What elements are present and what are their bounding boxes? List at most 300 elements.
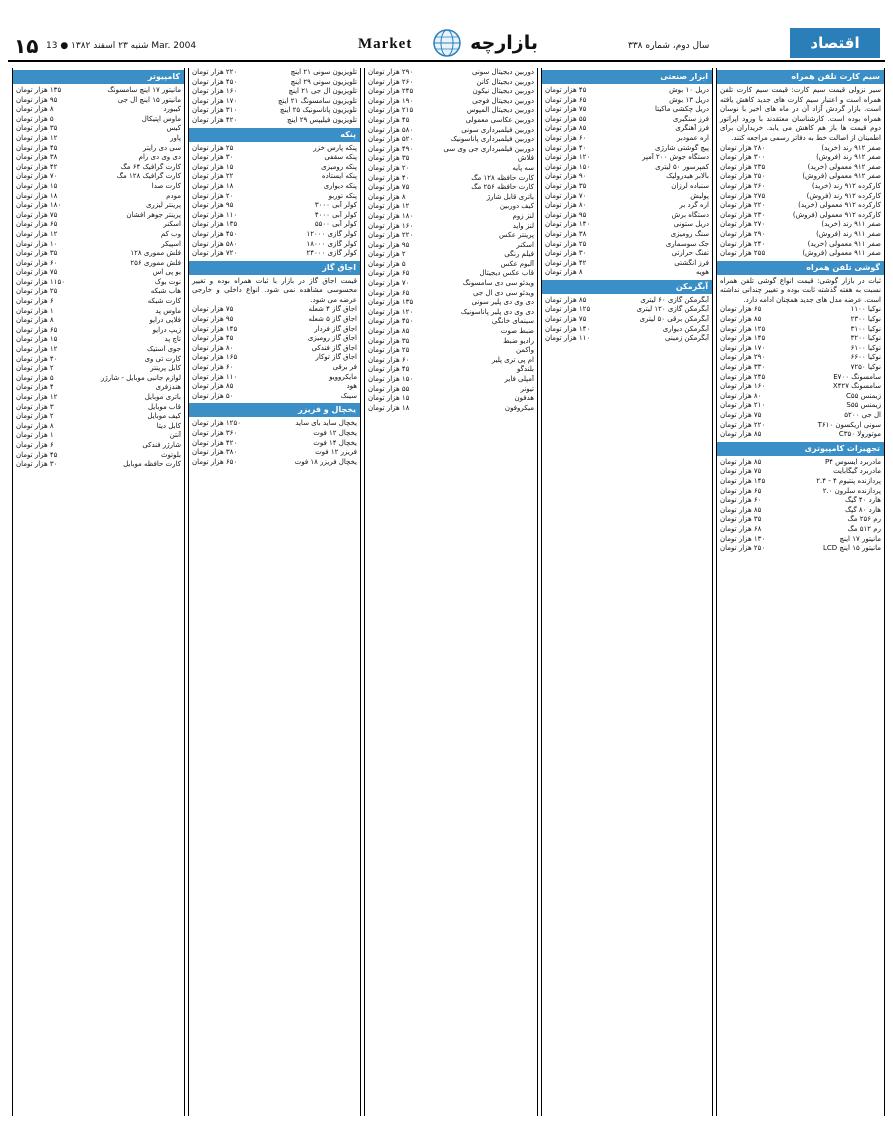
price-column-4 (188, 68, 361, 1116)
item-name: کیس (166, 124, 181, 133)
item-price: ۱۲ هزار تومان (16, 393, 58, 401)
item-name: دستگاه برش (671, 210, 709, 219)
price-row (365, 269, 537, 279)
section-logo (358, 28, 538, 60)
price-row (189, 419, 360, 429)
item-price: ۲۲ هزار تومان (192, 172, 234, 181)
section-heading: ابزار صنعتی (542, 70, 712, 84)
item-name: کارکرده ۹۱۲ معمولی (خرید) (798, 201, 881, 210)
item-price: ۸ هزار تومان (16, 421, 54, 430)
price-row (13, 96, 184, 106)
item-price: ۱۴۵ هزار تومان (720, 476, 766, 485)
item-name: کارت حافظه موبایل (123, 460, 181, 469)
item-name: فلش مموری ۱۲۸ (130, 249, 181, 258)
price-row (365, 365, 537, 375)
item-name: دوربین عکاسی معمولی (465, 115, 534, 124)
price-row (13, 124, 184, 134)
price-row (717, 334, 884, 344)
price-row (717, 305, 884, 315)
item-name: پنکه توربو (328, 191, 357, 200)
price-row (365, 404, 537, 414)
price-row (717, 240, 884, 250)
price-row (717, 325, 884, 335)
price-row (717, 382, 884, 392)
price-row (189, 144, 360, 154)
item-name: نوکیا ۱۱۰۰ (850, 305, 881, 314)
item-price: ۷۰ هزار تومان (368, 279, 410, 288)
item-price: ۲۶۰ هزار تومان (368, 77, 414, 86)
item-name: اره عمودبر (677, 133, 709, 142)
price-row (365, 68, 537, 78)
item-name: پنکه رومیزی (321, 162, 357, 171)
item-name: قاب موبایل (148, 402, 181, 411)
price-row (717, 467, 884, 477)
item-name: اجاق گاز ۵ شعله (308, 315, 357, 324)
item-name: لوازم جانبی موبایل - شارژر (100, 373, 181, 382)
item-name: آبگرمکن دیواری (662, 324, 709, 333)
price-row (189, 172, 360, 182)
item-name: هارد ۸۰ گیگ (844, 505, 881, 514)
item-price: ۱۲ هزار تومان (16, 133, 58, 142)
price-row (542, 201, 712, 211)
price-column-1 (716, 68, 885, 1116)
item-name: پنکه سقفی (324, 153, 357, 162)
item-name: صفر ۹۱۲ رند (فروش) (816, 153, 881, 162)
item-name: مانیتور ۱۵ اینچ LCD (823, 544, 881, 553)
item-name: اره گرد بر (679, 201, 709, 210)
price-row (717, 392, 884, 402)
price-row (189, 353, 360, 363)
item-name: زیمنس C۵۵ (845, 391, 881, 400)
item-name: پنکه ایستاده (321, 172, 357, 181)
item-price: ۸۵ هزار تومان (720, 457, 762, 466)
price-row (13, 412, 184, 422)
price-row (13, 105, 184, 115)
price-row (717, 182, 884, 192)
item-name: کولر گازی ۱۲۰۰۰ (306, 229, 357, 238)
item-price: ۱۵ هزار تومان (16, 335, 58, 344)
item-price: ۶۵ هزار تومان (16, 325, 58, 334)
item-price: ۷۵ هزار تومان (368, 183, 410, 192)
item-name: باتری موبایل (144, 393, 181, 401)
item-name: تلویزیون ال جی ۲۱ اینچ (288, 87, 357, 96)
item-name: جک سوسماری (665, 239, 709, 248)
item-name: پرینتر لیزری (145, 201, 181, 210)
item-price: ۲ هزار تومان (368, 250, 406, 259)
item-price: ۴۲۰ هزار تومان (192, 115, 238, 124)
price-row (542, 105, 712, 115)
item-price: ۸ هزار تومان (545, 268, 583, 277)
item-price: ۳۰ هزار تومان (192, 153, 234, 162)
price-row (13, 144, 184, 154)
price-row (717, 544, 884, 554)
price-row (13, 431, 184, 441)
item-name: کولر آبی ۳۰۰۰ (314, 201, 357, 210)
price-row (717, 401, 884, 411)
item-name: اجاق گاز رومیزی (307, 334, 357, 343)
price-row (189, 315, 360, 325)
item-price: ۳۵ هزار تومان (368, 336, 410, 345)
item-name: فرز سنگبری (672, 114, 709, 123)
item-name: کارکرده ۹۱۲ رند (خرید) (811, 181, 881, 190)
item-name: صفر ۹۱۱ رند (خرید) (821, 220, 881, 229)
section-heading: کامپیوتر (13, 70, 184, 84)
item-name: ضبط صوت (500, 327, 534, 336)
price-row (365, 317, 537, 327)
price-row (189, 182, 360, 192)
item-price: ۲۳۰ هزار تومان (720, 210, 766, 219)
globe-icon (432, 28, 462, 58)
price-row (13, 316, 184, 326)
item-name: تلویزیون سامسونگ ۲۱ اینچ (278, 96, 357, 105)
price-row (365, 337, 537, 347)
item-name: مایکروویو (329, 372, 357, 381)
item-price: ۶۰ هزار تومان (368, 355, 410, 364)
item-name: فرز انگشتی (674, 258, 709, 267)
item-name: دریل ستونی (673, 220, 709, 229)
item-name: دریل ۱۰ بوش (669, 86, 709, 94)
item-price: ۵۸۰ هزار تومان (192, 239, 238, 248)
item-price: ۲۲۰ هزار تومان (720, 420, 766, 429)
item-price: ۲۲۰ هزار تومان (720, 201, 766, 210)
item-price: ۴۲۰ هزار تومان (192, 438, 238, 447)
price-row (542, 115, 712, 125)
item-name: یخچال فریزر ۱۸ فوت (294, 457, 357, 466)
item-price: ۲ هزار تومان (16, 412, 54, 421)
section-intro: ثبات در بازار گوشی: قیمت انواع گوشی تلفن همراه نسبت به هفته گذشته ثابت بوده و تغییر چندانی نداشته است. عرضه مدل های جدید همچنان ادامه دارد. (720, 276, 881, 304)
item-price: ۱۸ هزار تومان (192, 181, 234, 190)
price-row (365, 183, 537, 193)
price-row (365, 346, 537, 356)
section-heading: تجهیزات کامپیوتری (717, 442, 884, 456)
item-name: باتری قابل شارژ (486, 192, 534, 201)
item-name: ماوس اپتیکال (141, 114, 181, 123)
item-price: ۱۶۰ هزار تومان (368, 221, 414, 230)
item-price: ۱۳۰ هزار تومان (720, 534, 766, 543)
item-name: آبگرمکن گازی ۱۲۰ لیتری (636, 305, 709, 314)
item-name: کارکرده ۹۱۲ رند (فروش) (806, 191, 881, 200)
item-price: ۱۴۰ هزار تومان (545, 220, 591, 229)
item-price: ۲۴۵ هزار تومان (720, 372, 766, 381)
item-price: ۲۶۰ هزار تومان (720, 181, 766, 190)
price-row (189, 97, 360, 107)
item-price: ۸۵ هزار تومان (368, 327, 410, 336)
item-name: اسپیکر (161, 239, 181, 248)
price-row (13, 163, 184, 173)
item-name: هاب شبکه (150, 287, 181, 296)
price-row (13, 297, 184, 307)
price-row (542, 134, 712, 144)
item-price: ۴۰ هزار تومان (16, 354, 58, 363)
item-price: ۲۴۵ هزار تومان (368, 87, 414, 96)
item-price: ۴۵۰ هزار تومان (368, 317, 414, 326)
price-row (542, 325, 712, 335)
price-row (717, 220, 884, 230)
item-name: جوی استیک (147, 345, 181, 354)
item-name: اسکنر (516, 240, 534, 249)
date-line: شنبه ۲۳ اسفند ۱۳۸۲ ● 13 Mar. 2004 (46, 41, 197, 51)
price-row (542, 334, 712, 344)
item-price: ۴۵ هزار تومان (192, 334, 234, 343)
item-price: ۲۵ هزار تومان (545, 239, 587, 248)
price-row (365, 202, 537, 212)
item-name: دی وی دی پلیر سونی (471, 298, 534, 307)
item-price: ۸۰ هزار تومان (192, 343, 234, 352)
price-row (189, 382, 360, 392)
item-name: نوکیا ۶۱۰۰ (850, 343, 881, 352)
item-name: دوربین فیلمبرداری جی وی سی (443, 144, 534, 153)
price-row (189, 220, 360, 230)
item-name: فریزر ۱۲ فوت (315, 448, 357, 457)
price-row (365, 375, 537, 385)
item-name: اجاق گاز فندکی (311, 343, 357, 352)
item-name: سنگ رومیزی (670, 229, 709, 238)
section-intro: قیمت اجاق گاز در بازار با ثبات همراه بوده و تغییر محسوسی مشاهده نمی شود. انواع داخلی و خارجی عرضه می شود. (192, 276, 357, 304)
item-price: ۲۷۵ هزار تومان (720, 191, 766, 200)
item-price: ۴۰ هزار تومان (368, 173, 410, 182)
item-price: ۹۵ هزار تومان (368, 240, 410, 249)
item-price: ۱۵ هزار تومان (16, 181, 58, 190)
item-price: ۴۵ هزار تومان (16, 143, 58, 152)
price-row (365, 241, 537, 251)
price-row (717, 144, 884, 154)
price-row (365, 193, 537, 203)
item-price: ۴۹۰ هزار تومان (368, 144, 414, 153)
item-name: دریل ۱۳ بوش (669, 95, 709, 104)
item-price: ۱ هزار تومان (16, 306, 54, 315)
item-price: ۱۵۰ هزار تومان (545, 162, 591, 171)
item-price: ۲۴۰ هزار تومان (720, 239, 766, 248)
item-name: پاور (170, 133, 181, 142)
item-price: ۳۵ هزار تومان (368, 154, 410, 163)
item-price: ۲۷۰ هزار تومان (720, 220, 766, 229)
price-row (13, 86, 184, 96)
item-price: ۶۵ هزار تومان (368, 288, 410, 297)
price-row (13, 403, 184, 413)
item-price: ۶۰ هزار تومان (545, 133, 587, 142)
item-name: نوت بوک (154, 277, 181, 286)
price-row (189, 192, 360, 202)
item-price: ۸۵ هزار تومان (192, 382, 234, 391)
item-price: ۵ هزار تومان (368, 259, 406, 268)
item-price: ۸ هزار تومان (16, 316, 54, 325)
item-name: پیچ گوشتی شارژی (654, 143, 709, 152)
price-row (717, 163, 884, 173)
item-price: ۹۰ هزار تومان (545, 172, 587, 181)
item-name: فلاپی درایو (149, 316, 181, 325)
price-row (542, 211, 712, 221)
item-price: ۳۸۰ هزار تومان (192, 448, 238, 457)
item-price: ۲۹۰ هزار تومان (368, 68, 414, 76)
item-name: دوربین فیلمبرداری پاناسونیک (450, 135, 534, 144)
price-row (717, 430, 884, 440)
price-row (717, 153, 884, 163)
item-name: کمپرسور ۵۰ لیتری (655, 162, 709, 171)
item-name: یخچال ۱۲ فوت (313, 429, 357, 437)
item-name: فر برقی (332, 363, 357, 372)
page-header (0, 0, 893, 62)
item-price: ۶۵ هزار تومان (545, 95, 587, 104)
price-row (365, 356, 537, 366)
item-name: کارت گرافیک ۱۲۸ مگ (116, 172, 181, 181)
price-row (13, 172, 184, 182)
section-heading: یخچال و فریزر (189, 403, 360, 417)
item-price: ۲۹۰ هزار تومان (720, 229, 766, 238)
item-price: ۳۳۰ هزار تومان (720, 363, 766, 372)
item-name: صفر ۹۱۲ معمولی (فروش) (802, 172, 881, 181)
item-price: ۱۴۵ هزار تومان (192, 324, 238, 333)
item-name: تلویزیون پاناسونیک ۲۵ اینچ (279, 106, 357, 115)
price-row (717, 373, 884, 383)
item-name: کابل پرینتر (150, 364, 181, 373)
price-row (365, 298, 537, 308)
price-row (365, 385, 537, 395)
logo-persian: بازارچه (470, 32, 538, 54)
price-row (717, 353, 884, 363)
price-row (189, 78, 360, 88)
item-name: کولر گازی ۱۸۰۰۰ (306, 239, 357, 248)
price-row (542, 305, 712, 315)
item-price: ۱۱۰ هزار تومان (192, 210, 238, 219)
item-name: میکروفون (504, 403, 534, 412)
logo-english: Market (358, 36, 413, 52)
price-row (542, 268, 712, 278)
item-price: ۱۶۰ هزار تومان (192, 87, 238, 96)
item-name: دوربین دیجیتال سونی (471, 68, 534, 76)
item-name: صفر ۹۱۱ معمولی (خرید) (807, 239, 881, 248)
item-price: ۸۰ هزار تومان (545, 201, 587, 210)
item-name: آمپلی فایر (504, 375, 534, 383)
item-name: کولر گازی ۲۴۰۰۰ (306, 249, 357, 258)
item-name: سامسونگ X۴۲۷ (832, 382, 881, 391)
price-row (717, 192, 884, 202)
item-name: دریل چکشی ماکیتا (654, 105, 709, 114)
price-row (365, 279, 537, 289)
item-price: ۳۱۰ هزار تومان (192, 106, 238, 115)
item-name: فیلم رنگی (504, 250, 534, 259)
price-row (542, 192, 712, 202)
item-name: رم ۵۱۲ مگ (847, 524, 881, 533)
price-row (365, 78, 537, 88)
price-row (13, 211, 184, 221)
item-price: ۴۵ هزار تومان (368, 365, 410, 374)
item-price: ۳۰ هزار تومان (545, 249, 587, 258)
item-price: ۶۰ هزار تومان (192, 363, 234, 372)
price-row (717, 487, 884, 497)
item-price: ۱۵ هزار تومان (192, 162, 234, 171)
price-row (13, 278, 184, 288)
price-row (189, 163, 360, 173)
item-price: ۷۵ هزار تومان (16, 210, 58, 219)
item-price: ۷۵ هزار تومان (720, 467, 762, 476)
price-row (365, 97, 537, 107)
item-price: ۲۵۵ هزار تومان (720, 249, 766, 258)
item-name: اجاق گاز توکار (315, 353, 357, 362)
item-price: ۳۵ هزار تومان (16, 249, 58, 258)
item-price: ۳۶۰ هزار تومان (192, 429, 238, 437)
price-row (13, 134, 184, 144)
item-price: ۷۰ هزار تومان (16, 172, 58, 181)
item-price: ۲۹۰ هزار تومان (720, 353, 766, 362)
price-row (542, 315, 712, 325)
item-price: ۱۲۵۰ هزار تومان (192, 419, 241, 428)
item-name: هندزفری (155, 383, 181, 392)
price-row (189, 201, 360, 211)
item-name: آلبوم عکس (500, 259, 534, 268)
item-price: ۱۳۵ هزار تومان (192, 220, 238, 229)
price-row (189, 363, 360, 373)
price-row (365, 116, 537, 126)
price-row (365, 126, 537, 136)
item-name: نوکیا ۶۶۰۰ (850, 353, 881, 362)
item-price: ۳۰۰ هزار تومان (720, 153, 766, 162)
page-number: ۱۵ (14, 34, 39, 58)
price-row (542, 240, 712, 250)
item-name: تلویزیون سونی ۲۹ اینچ (290, 77, 357, 86)
item-price: ۲ هزار تومان (16, 364, 54, 373)
item-name: کولر آبی ۴۰۰۰ (314, 210, 357, 219)
item-price: ۲۲۰ هزار تومان (192, 68, 238, 76)
item-name: دوربین دیجیتال کانن (476, 77, 534, 86)
item-name: هود (346, 382, 357, 391)
item-price: ۶۰ هزار تومان (16, 258, 58, 267)
price-row (189, 344, 360, 354)
price-column-2 (541, 68, 713, 1116)
item-price: ۷۵ هزار تومان (545, 105, 587, 114)
item-price: ۴۵۰ هزار تومان (192, 77, 238, 86)
item-name: یو پی اس (152, 268, 181, 277)
item-name: لنز واید (512, 221, 534, 230)
item-price: ۷۲۰ هزار تومان (192, 249, 238, 258)
item-name: کارکرده ۹۱۲ معمولی (فروش) (792, 210, 881, 219)
item-price: ۲۸۰ هزار تومان (720, 143, 766, 152)
item-price: ۴۲ هزار تومان (16, 162, 58, 171)
item-name: آبگرمکن زمینی (665, 334, 709, 343)
item-name: صفر ۹۱۲ رند (خرید) (821, 143, 881, 152)
item-price: ۴۲ هزار تومان (545, 258, 587, 267)
item-name: پولیش (690, 191, 709, 200)
price-row (542, 182, 712, 192)
price-row (13, 259, 184, 269)
item-name: موتورولا C۳۵۰ (838, 430, 881, 439)
price-row (717, 515, 884, 525)
item-price: ۶ هزار تومان (16, 297, 54, 306)
price-row (542, 220, 712, 230)
item-price: ۲۱۵ هزار تومان (368, 106, 414, 115)
price-column-5 (12, 68, 185, 1116)
price-row (365, 250, 537, 260)
item-name: سنباده لرزان (671, 181, 709, 190)
item-name: آنتن (169, 431, 181, 440)
price-row (717, 172, 884, 182)
item-price: ۷۵ هزار تومان (545, 315, 587, 324)
item-price: ۳۵ هزار تومان (720, 515, 762, 524)
price-row (13, 220, 184, 230)
price-row (542, 296, 712, 306)
item-price: ۶۵ هزار تومان (720, 486, 762, 495)
price-row (365, 222, 537, 232)
item-price: ۸ هزار تومان (16, 105, 54, 114)
item-name: دی وی دی پلیر پاناسونیک (460, 307, 534, 316)
price-row (189, 448, 360, 458)
item-name: هدفون (514, 394, 534, 403)
item-price: ۶۵۰ هزار تومان (192, 457, 238, 466)
price-row (365, 164, 537, 174)
item-price: ۲۱۰ هزار تومان (720, 401, 766, 410)
item-name: پنکه پارس خزر (313, 143, 357, 152)
item-name: هویه (695, 268, 709, 277)
section-heading: پنکه (189, 128, 360, 142)
